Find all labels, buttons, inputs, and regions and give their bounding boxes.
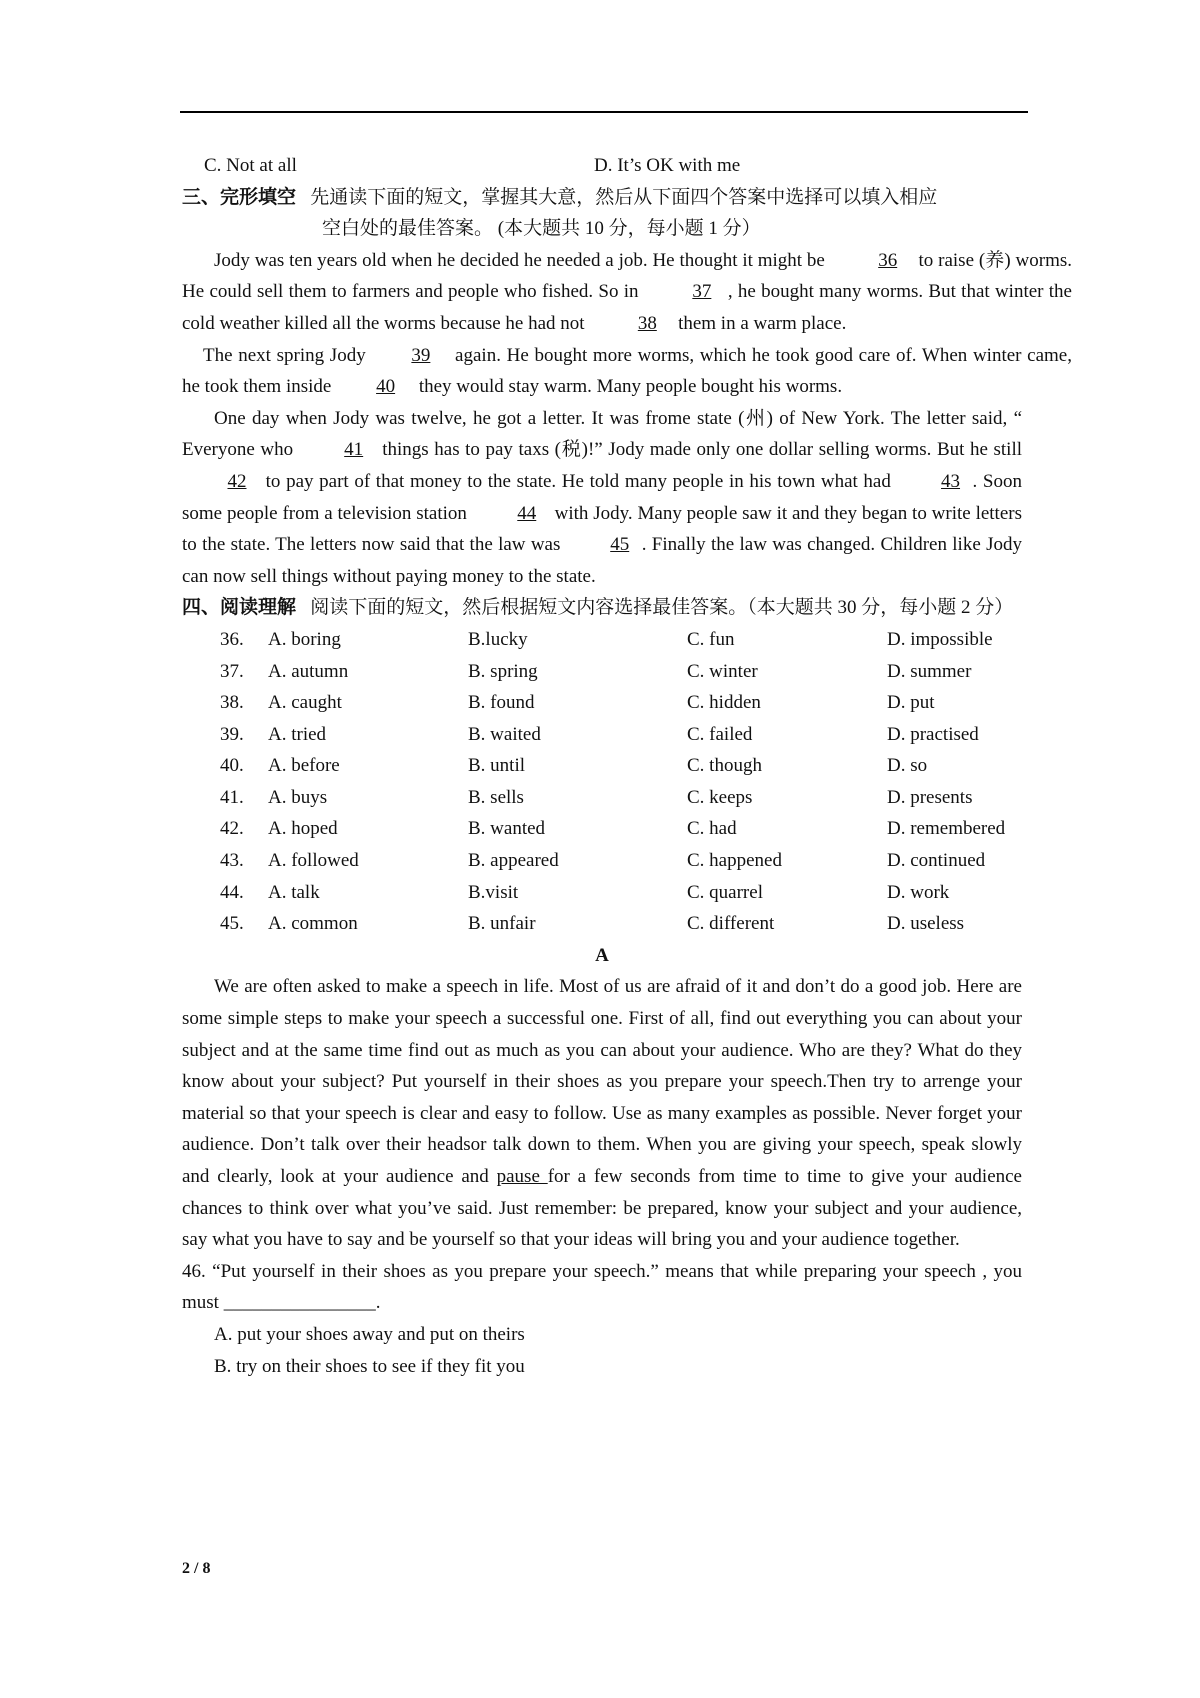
- option-row: [182, 813, 1022, 845]
- question-number: 38.: [220, 692, 244, 714]
- section4-instructions: 阅读下面的短文，然后根据短文内容选择最佳答案。（本大题共 30 分，每小题 2 分）: [310, 597, 1014, 619]
- passage-text: they would stay warm. Many people bought his worms.: [414, 376, 843, 398]
- option-c[interactable]: C. though: [687, 755, 762, 777]
- prev-option-d: D. It’s OK with me: [594, 155, 741, 176]
- option-a[interactable]: A. autumn: [268, 660, 349, 682]
- passage-text: to pay part of that money to the state. He told many people in his town what had: [260, 470, 897, 492]
- page-number: 2 / 8: [182, 1560, 211, 1577]
- option-row: [182, 750, 1022, 782]
- question-number: 40.: [220, 755, 244, 777]
- header-rule: [180, 111, 1028, 113]
- option-row: [182, 877, 1022, 909]
- question-46-option-a[interactable]: A. put your shoes away and put on theirs: [214, 1323, 525, 1345]
- option-d[interactable]: D. continued: [887, 850, 986, 872]
- option-b[interactable]: B. appeared: [468, 850, 559, 872]
- option-a[interactable]: A. followed: [268, 850, 359, 872]
- question-number: 41.: [220, 786, 244, 808]
- section3-instructions-2: 空白处的最佳答案。 (本大题共 10 分，每小题 1 分）: [322, 218, 761, 240]
- option-a[interactable]: A. before: [268, 755, 340, 777]
- passage-text: with Jody. Many people saw it and they began to write letters to the state. The letters now said that the law was: [182, 502, 1022, 556]
- reading-a-text: We are often asked to make a speech in life. Most of us are afraid of it and don’t do a good job. Here are some simple steps to make your speech a successful one. First of all, find out everything you can about your subject and at the same time find out as much as you can about your audience. Who are they? What do they know about your subject? Put yourself in their shoes as you prepare your speech.Then try to arrenge your material so that your speech is clear and easy to follow. Use as many examples as possible. Never forget your audience. Don’t talk over their headsor talk down to them. When you are giving your speech, speak slowly and clearly, look at your audience and: [182, 976, 1022, 1187]
- blank-44: 44: [517, 502, 537, 524]
- option-b[interactable]: B. wanted: [468, 818, 546, 840]
- blank-38: 38: [637, 312, 657, 334]
- question-46-option-b[interactable]: B. try on their shoes to see if they fit you: [214, 1355, 525, 1377]
- option-b[interactable]: B. spring: [468, 660, 538, 682]
- blank-43: 43: [941, 470, 961, 492]
- options-list: [182, 624, 1022, 940]
- section3-header: [182, 182, 1022, 214]
- blank-37: 37: [692, 281, 712, 303]
- option-d[interactable]: D. useless: [887, 913, 965, 935]
- option-c[interactable]: C. had: [687, 818, 737, 840]
- passage-text: . Soon some people from a television station: [182, 470, 1022, 524]
- passage-text: One day when Jody was twelve, he got a letter. It was frome state (州) of New York. The letter said, “ Everyone who: [182, 407, 1022, 461]
- section3-instructions-1: 先通读下面的短文，掌握其大意，然后从下面四个答案中选择可以填入相应: [310, 186, 938, 208]
- option-a[interactable]: A. hoped: [268, 818, 338, 840]
- option-c[interactable]: C. hidden: [687, 692, 761, 714]
- passage-text: , he bought many worms. But that winter the cold weather killed all the worms because he had not: [182, 281, 1072, 334]
- option-a[interactable]: A. talk: [268, 881, 320, 903]
- option-b[interactable]: B. found: [468, 692, 535, 714]
- option-b[interactable]: B. sells: [468, 786, 524, 808]
- option-a[interactable]: A. caught: [268, 692, 342, 714]
- option-c[interactable]: C. failed: [687, 723, 753, 745]
- option-c[interactable]: C. happened: [687, 850, 782, 872]
- underlined-word-pause: pause: [496, 1166, 548, 1187]
- option-row: [182, 656, 1022, 688]
- option-d[interactable]: D. remembered: [887, 818, 1006, 840]
- option-a[interactable]: A. tried: [268, 723, 327, 745]
- option-c[interactable]: C. different: [687, 913, 775, 935]
- option-a[interactable]: A. common: [268, 913, 358, 935]
- section3-title: 三、完形填空: [182, 186, 297, 208]
- blank-41: 41: [344, 439, 364, 461]
- option-d[interactable]: D. so: [887, 755, 928, 777]
- question-number: 42.: [220, 818, 244, 840]
- option-d[interactable]: D. practised: [887, 723, 979, 745]
- option-b[interactable]: B. waited: [468, 723, 541, 745]
- passage-paragraph-1: [182, 245, 1072, 340]
- passage-text: to raise (养) worms. He could sell them to farmers and people who fished. So in: [182, 249, 1072, 303]
- question-number: 44.: [220, 881, 244, 903]
- prev-option-c: C. Not at all: [204, 155, 297, 176]
- blank-36: 36: [878, 249, 898, 271]
- question-46-stem: 46. “Put yourself in their shoes as you prepare your speech.” means that while preparing your speech , you must ________________.: [182, 1260, 1022, 1314]
- option-a[interactable]: A. buys: [268, 786, 328, 808]
- option-d[interactable]: D. summer: [887, 660, 972, 682]
- option-row: [182, 687, 1022, 719]
- passage-text: Jody was ten years old when he decided he needed a job. He thought it might be: [214, 249, 830, 271]
- passage-paragraph-2: [182, 340, 1072, 403]
- section4-title: 四、阅读理解: [182, 597, 297, 619]
- option-row: [182, 845, 1022, 877]
- option-b[interactable]: B.visit: [468, 881, 519, 903]
- prev-options-row: [182, 150, 1022, 182]
- option-row: [182, 782, 1022, 814]
- reading-a-text: for a few seconds from time to time to give your audience chances to think over what you’ve said. Just remember: be prepared, know your subject and your audience, say what you have to say and be yourself so that your ideas will bring you and your audience together.: [182, 1166, 1022, 1251]
- option-c[interactable]: C. keeps: [687, 786, 753, 808]
- section4-header: [182, 592, 1022, 624]
- blank-39: 39: [411, 344, 431, 366]
- option-d[interactable]: D. work: [887, 881, 950, 903]
- option-c[interactable]: C. quarrel: [687, 881, 763, 903]
- question-number: 43.: [220, 850, 244, 872]
- blank-45: 45: [610, 534, 630, 556]
- passage-paragraph-3: [182, 403, 1022, 593]
- blank-40: 40: [376, 376, 396, 398]
- option-a[interactable]: A. boring: [268, 628, 341, 650]
- passage-text: again. He bought more worms, which he took good care of. When winter came, he took them inside: [182, 344, 1072, 398]
- option-b[interactable]: B.lucky: [468, 628, 528, 650]
- reading-a-passage: [182, 971, 1022, 1255]
- page-content: [182, 150, 1072, 1382]
- option-c[interactable]: C. winter: [687, 660, 758, 682]
- passage-text: . Finally the law was changed. Children like Jody can now sell things without paying money to the state.: [182, 534, 1022, 587]
- option-d[interactable]: D. put: [887, 692, 935, 714]
- question-number: 36.: [220, 628, 244, 650]
- passage-text: The next spring Jody: [203, 344, 372, 366]
- option-b[interactable]: B. until: [468, 755, 526, 777]
- question-number: 37.: [220, 660, 244, 682]
- option-d[interactable]: D. impossible: [887, 628, 993, 650]
- reading-a-heading: A: [595, 944, 609, 966]
- passage-text: things has to pay taxs (税)!” Jody made only one dollar selling worms. But he still: [376, 439, 1023, 461]
- option-d[interactable]: D. presents: [887, 786, 973, 808]
- option-row: [182, 719, 1022, 751]
- question-number: 45.: [220, 913, 244, 935]
- option-row: [182, 908, 1022, 940]
- option-c[interactable]: C. fun: [687, 628, 735, 650]
- passage-text: them in a warm place.: [673, 312, 847, 334]
- option-row: [182, 624, 1022, 656]
- blank-42: 42: [227, 470, 247, 492]
- question-number: 39.: [220, 723, 244, 745]
- option-b[interactable]: B. unfair: [468, 913, 536, 935]
